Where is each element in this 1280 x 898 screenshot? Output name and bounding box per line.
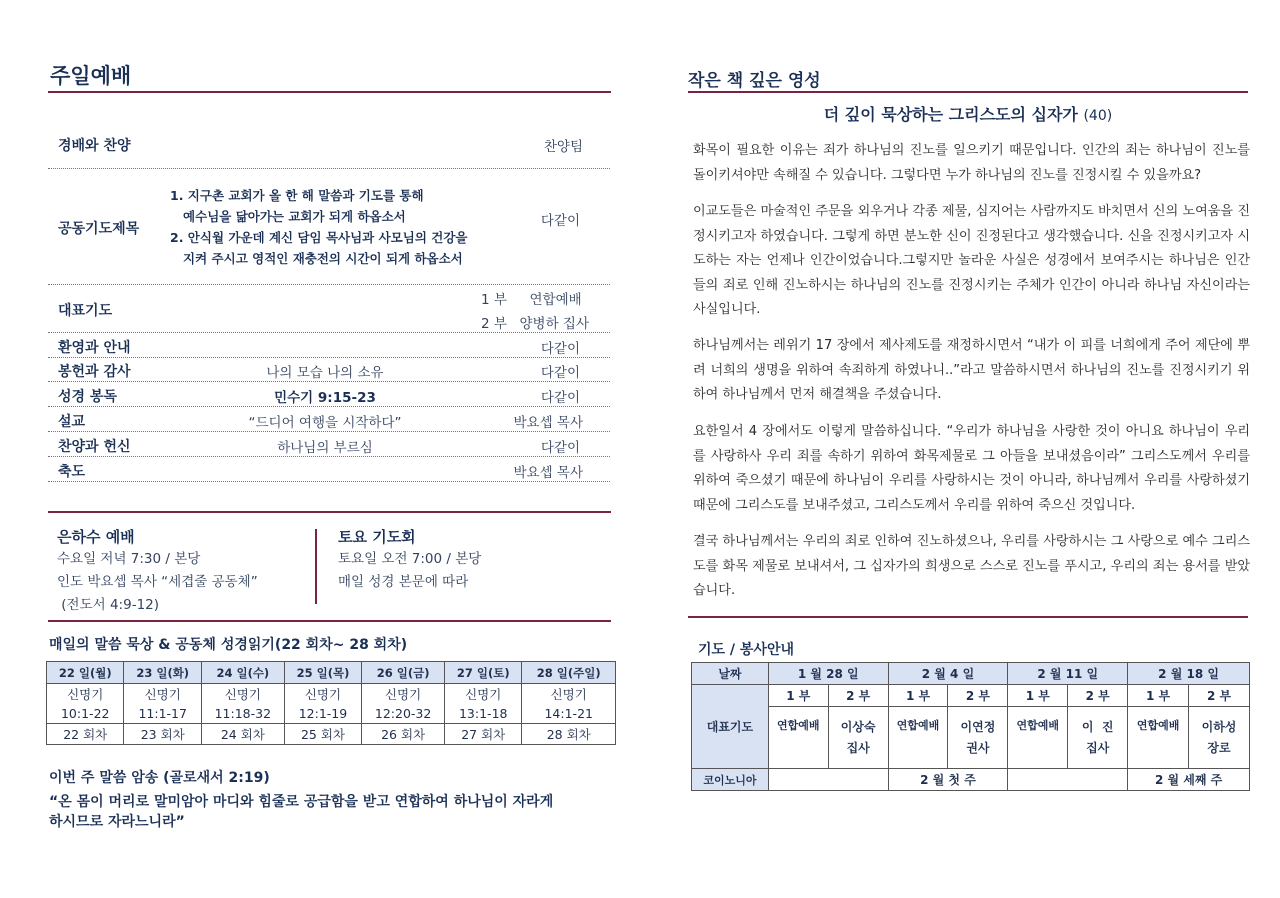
meditation-subtitle-text: 더 깊이 묵상하는 그리스도의 십자가 bbox=[823, 105, 1078, 124]
meditation-paragraph: 요한일서 4 장에서도 이렇게 말씀하십니다. “우리가 하나님을 사랑한 것이 아니요 하나님이 우리를 사랑하사 우리 죄를 속하기 위하여 화목제물로 그 아들을 보내셨음이라” 그리스도께서 우리를 위하여 죽으셨기 때문에 하나님이 우리를 사랑하시는 것이 아니라, 하나님께서 우리를 사랑하셨기 때문에 그리스도를 보내주셨고, 그리스도께서 우리를 위하여 죽으신 것입니다. bbox=[693, 424, 1250, 513]
passage: 12:1-19 bbox=[298, 705, 348, 721]
rep-prayer-part: 1 부 bbox=[481, 292, 507, 308]
day-header: 25 일(목) bbox=[284, 662, 361, 684]
divider bbox=[688, 616, 1248, 618]
book: 신명기 bbox=[550, 686, 587, 702]
order-leader: 다같이 bbox=[540, 365, 580, 381]
part-header: 2 부 bbox=[1068, 685, 1128, 707]
divider bbox=[48, 332, 610, 333]
prayer-topic-line: 지켜 주시고 영적인 재충전의 시간이 되게 하옵소서 bbox=[170, 251, 463, 266]
wednesday-time: 수요일 저녁 7:30 / 본당 bbox=[57, 551, 201, 567]
wednesday-service-title: 은하수 예배 bbox=[57, 528, 135, 546]
divider bbox=[688, 91, 1248, 93]
date-label: 날짜 bbox=[692, 663, 769, 685]
passage: 13:1-18 bbox=[458, 705, 508, 721]
rep-part1: 연합예배 bbox=[1128, 707, 1189, 769]
saturday-time: 토요일 오전 7:00 / 본당 bbox=[338, 551, 482, 567]
order-label: 설교 bbox=[58, 414, 86, 430]
session-cell: 28 회차 bbox=[522, 724, 616, 745]
divider bbox=[48, 284, 610, 285]
book: 신명기 bbox=[224, 686, 261, 702]
reading-cell bbox=[47, 684, 124, 724]
order-content: 하나님의 부르심 bbox=[277, 440, 373, 456]
reading-cell bbox=[124, 684, 201, 724]
prayer-topics bbox=[170, 185, 468, 269]
order-leader: 다같이 bbox=[540, 390, 580, 406]
book: 신명기 bbox=[465, 686, 502, 702]
koinonia-week: 2 월 첫 주 bbox=[888, 769, 1008, 791]
book: 신명기 bbox=[304, 686, 342, 702]
meditation-paragraph: 화목이 필요한 이유는 죄가 하나님의 진노를 일으키기 때문입니다. 인간의 죄는 하나님이 진노를 돌이키셔야만 속해질 수 있습니다. 그렇다면 누가 하나님의 진노를 진정시킬 수 있을까요? bbox=[693, 143, 1250, 183]
day-header: 23 일(화) bbox=[124, 662, 201, 684]
meditation-paragraph: 이교도들은 마술적인 주문을 외우거나 각종 제물, 심지어는 사람까지도 바치면서 신의 노여움을 진정시키고자 하였습니다. 그렇게 하면 분노한 신이 진정된다고 생각했습니다. 신을 진정시키고자 시도하는 자는 언제나 인간이었습니다.그렇지만 놀라운 사실은 성경에서 보여주시는 하나님은 인간들의 죄로 인해 진노하시는 하나님의 진노를 진정시키는 주체가 인간이 아니라 하나님 자신이라는 사실입니다. bbox=[693, 204, 1250, 317]
rep-part1: 연합예배 bbox=[768, 707, 828, 769]
part-header: 1 부 bbox=[768, 685, 828, 707]
order-label: 대표기도 bbox=[58, 303, 113, 319]
rep-prayer-2 bbox=[481, 312, 590, 332]
vertical-divider bbox=[315, 529, 317, 604]
order-label: 축도 bbox=[58, 464, 86, 480]
divider bbox=[48, 381, 610, 382]
order-leader: 다같이 bbox=[540, 341, 580, 357]
reading-cell bbox=[362, 684, 445, 724]
order-label: 공동기도제목 bbox=[58, 221, 140, 237]
session-cell: 24 회차 bbox=[201, 724, 284, 745]
sermon-title: “드디어 여행을 시작하다” bbox=[248, 415, 402, 431]
divider bbox=[48, 481, 610, 482]
divider bbox=[48, 456, 610, 457]
reading-cell bbox=[445, 684, 522, 724]
rep-part2 bbox=[1189, 707, 1250, 769]
part-header: 1 부 bbox=[888, 685, 948, 707]
rep-title: 집사 bbox=[846, 740, 870, 755]
session-cell: 27 회차 bbox=[445, 724, 522, 745]
divider bbox=[48, 511, 611, 513]
session-cell: 22 회차 bbox=[47, 724, 124, 745]
order-leader: 찬양팀 bbox=[543, 139, 583, 155]
day-header: 24 일(수) bbox=[201, 662, 284, 684]
duty-table bbox=[691, 662, 1250, 791]
order-leader: 다같이 bbox=[540, 440, 580, 456]
rep-title: 장로 bbox=[1207, 740, 1231, 755]
wednesday-service-info bbox=[57, 548, 258, 617]
passage: 12:20-32 bbox=[374, 705, 432, 721]
reading-cell bbox=[201, 684, 284, 724]
order-label: 환영과 안내 bbox=[58, 340, 131, 356]
order-label: 찬양과 헌신 bbox=[58, 439, 131, 455]
day-header: 22 일(월) bbox=[47, 662, 124, 684]
meditation-section-title: 작은 책 깊은 영성 bbox=[688, 71, 821, 91]
book: 신명기 bbox=[384, 686, 422, 702]
session-cell: 25 회차 bbox=[284, 724, 361, 745]
rep-name: 이연정 bbox=[960, 719, 996, 734]
meditation-subtitle bbox=[688, 102, 1248, 125]
saturday-prayer-info bbox=[338, 548, 481, 594]
rep-prayer-label: 대표기도 bbox=[692, 685, 769, 769]
divider bbox=[48, 357, 610, 358]
rep-part2 bbox=[1068, 707, 1128, 769]
rep-part1: 연합예배 bbox=[888, 707, 948, 769]
order-leader: 다같이 bbox=[540, 213, 580, 229]
reading-cell bbox=[284, 684, 361, 724]
meditation-number: (40) bbox=[1083, 108, 1113, 124]
rep-title: 권사 bbox=[966, 740, 990, 755]
passage: 10:1-22 bbox=[60, 705, 110, 721]
meditation-paragraph: 하나님께서는 레위기 17 장에서 제사제도를 재정하시면서 “내가 이 피를 너희에게 주어 제단에 뿌려 너희의 생명을 위하여 속죄하게 하였나니..”라고 말씀하시면서 하나님의 진노를 진정시키기 위하여 하나님께서 먼저 해결책을 주셨습니다. bbox=[693, 338, 1250, 402]
order-label: 경배와 찬양 bbox=[58, 138, 131, 154]
koinonia-week bbox=[1008, 769, 1128, 791]
prayer-topic-line: 예수님을 닮아가는 교회가 되게 하옵소서 bbox=[170, 209, 406, 224]
divider bbox=[48, 620, 611, 622]
saturday-desc: 매일 성경 본문에 따라 bbox=[338, 574, 469, 590]
divider bbox=[48, 406, 610, 407]
reading-plan-title: 매일의 말씀 묵상 & 공동체 성경읽기(22 회차~ 28 회차) bbox=[49, 637, 408, 653]
part-header: 1 부 bbox=[1008, 685, 1068, 707]
duty-date: 2 월 18 일 bbox=[1128, 663, 1250, 685]
duty-date: 1 월 28 일 bbox=[768, 663, 888, 685]
session-cell: 23 회차 bbox=[124, 724, 201, 745]
passage: 14:1-21 bbox=[544, 705, 593, 721]
meditation-paragraph: 결국 하나님께서는 우리의 죄로 인하여 진노하셨으나, 우리를 사랑하시는 그 사랑으로 예수 그리스도를 화목 제물로 보내셔서, 그 십자가의 희생으로 스스로 진노를 푸시고, 우리의 죄는 용서를 받았습니다. bbox=[693, 534, 1250, 598]
part-header: 2 부 bbox=[948, 685, 1008, 707]
passage: 11:18-32 bbox=[214, 705, 272, 721]
duty-date: 2 월 4 일 bbox=[888, 663, 1008, 685]
memory-verse-line: 하시므로 자라느니라” bbox=[49, 814, 185, 830]
day-header: 28 일(주일) bbox=[522, 662, 616, 684]
rep-part1: 연합예배 bbox=[1008, 707, 1068, 769]
rep-prayer-1 bbox=[481, 288, 584, 308]
order-leader: 박요셉 목사 bbox=[513, 415, 583, 431]
rep-name: 이상숙 bbox=[840, 719, 876, 734]
order-content: 나의 모습 나의 소유 bbox=[266, 365, 384, 381]
book: 신명기 bbox=[67, 686, 104, 702]
sunday-service-title: 주일예배 bbox=[50, 64, 132, 88]
session-cell: 26 회차 bbox=[362, 724, 445, 745]
divider bbox=[48, 91, 611, 93]
divider bbox=[48, 431, 610, 432]
rep-name: 이하성 bbox=[1201, 719, 1237, 734]
memory-verse-line: “온 몸이 머리로 말미암아 마디와 힘줄로 공급함을 받고 연합하여 하나님이 자라게 bbox=[49, 794, 554, 810]
rep-part2 bbox=[948, 707, 1008, 769]
saturday-prayer-title: 토요 기도회 bbox=[338, 528, 416, 546]
koinonia-week: 2 월 세째 주 bbox=[1128, 769, 1250, 791]
reading-plan-table bbox=[46, 661, 616, 745]
prayer-topic-line: 2. 안식월 가운데 계신 담임 목사님과 사모님의 건강을 bbox=[170, 230, 468, 245]
order-leader: 박요셉 목사 bbox=[513, 465, 583, 481]
divider bbox=[48, 168, 610, 169]
rep-prayer-part: 2 부 bbox=[481, 316, 507, 332]
koinonia-label: 코이노니아 bbox=[692, 769, 769, 791]
day-header: 27 일(토) bbox=[445, 662, 522, 684]
wednesday-speaker: 인도 박요셉 목사 “세겹줄 공동체” bbox=[57, 574, 258, 590]
reading-cell bbox=[522, 684, 616, 724]
memory-verse-text bbox=[49, 792, 553, 832]
wednesday-reference: (전도서 4:9-12) bbox=[57, 597, 160, 613]
order-label: 봉헌과 감사 bbox=[58, 364, 131, 380]
koinonia-week bbox=[768, 769, 888, 791]
day-header: 26 일(금) bbox=[362, 662, 445, 684]
book: 신명기 bbox=[144, 686, 181, 702]
part-header: 2 부 bbox=[828, 685, 888, 707]
part-header: 2 부 bbox=[1189, 685, 1250, 707]
rep-prayer-name: 연합예배 bbox=[529, 292, 582, 308]
duty-section-title: 기도 / 봉사안내 bbox=[698, 642, 795, 658]
scripture-reading: 민수기 9:15-23 bbox=[274, 390, 376, 406]
duty-date: 2 월 11 일 bbox=[1008, 663, 1128, 685]
rep-part2 bbox=[828, 707, 888, 769]
part-header: 1 부 bbox=[1128, 685, 1189, 707]
memory-verse-title: 이번 주 말씀 암송 (골로새서 2:19) bbox=[49, 770, 270, 786]
rep-title: 집사 bbox=[1086, 740, 1110, 755]
rep-prayer-name: 양병하 집사 bbox=[519, 316, 590, 332]
order-label: 성경 봉독 bbox=[58, 389, 117, 405]
prayer-topic-line: 1. 지구촌 교회가 올 한 해 말씀과 기도를 통해 bbox=[170, 188, 424, 203]
rep-name: 이 진 bbox=[1081, 719, 1114, 734]
passage: 11:1-17 bbox=[138, 705, 187, 721]
